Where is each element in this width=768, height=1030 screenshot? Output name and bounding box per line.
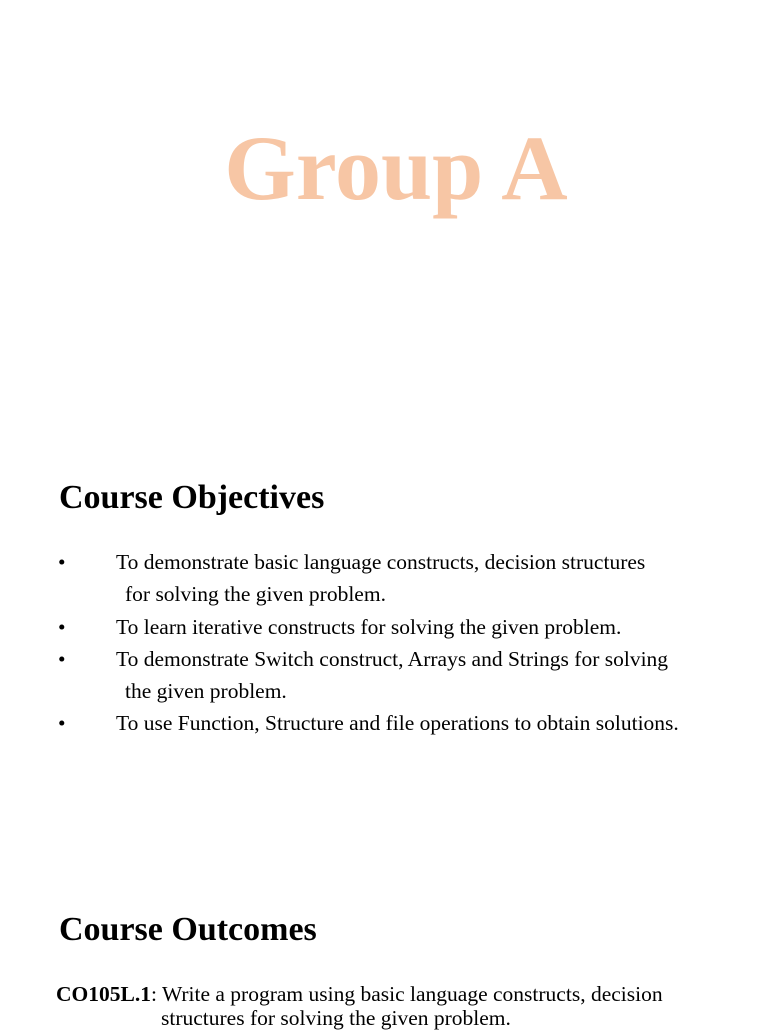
objective-text-line: To use Function, Structure and file operations to obtain solutions.	[116, 711, 679, 736]
bullet-icon: •	[58, 711, 66, 736]
bullet-icon: •	[58, 614, 66, 639]
objective-text-line: for solving the given problem.	[125, 582, 386, 607]
course-outcomes-heading: Course Outcomes	[59, 911, 317, 948]
objective-item	[0, 546, 768, 611]
objective-text-line: To demonstrate Switch construct, Arrays and Strings for solving	[116, 646, 669, 671]
bullet-icon: •	[58, 550, 66, 574]
objective-text-line: the given problem.	[125, 679, 287, 704]
outcome-text-line: structures for solving the given problem.	[161, 1006, 511, 1030]
objective-item	[0, 707, 768, 739]
outcome-code: CO105L.1	[56, 982, 151, 1006]
objective-item	[0, 643, 768, 708]
bullet-icon: •	[58, 646, 66, 671]
objective-text-line: To learn iterative constructs for solving the given problem.	[116, 614, 622, 639]
objective-text-line: To demonstrate basic language constructs, decision structures	[116, 550, 646, 574]
course-outcome-item	[56, 982, 756, 1030]
group-title: Group A	[224, 117, 568, 219]
outcome-separator: :	[150, 982, 162, 1006]
course-objectives-heading: Course Objectives	[59, 479, 325, 516]
objective-item	[0, 611, 768, 643]
outcome-text-line: Write a program using basic language constructs, decision	[161, 982, 663, 1006]
course-objectives-list	[0, 546, 768, 740]
